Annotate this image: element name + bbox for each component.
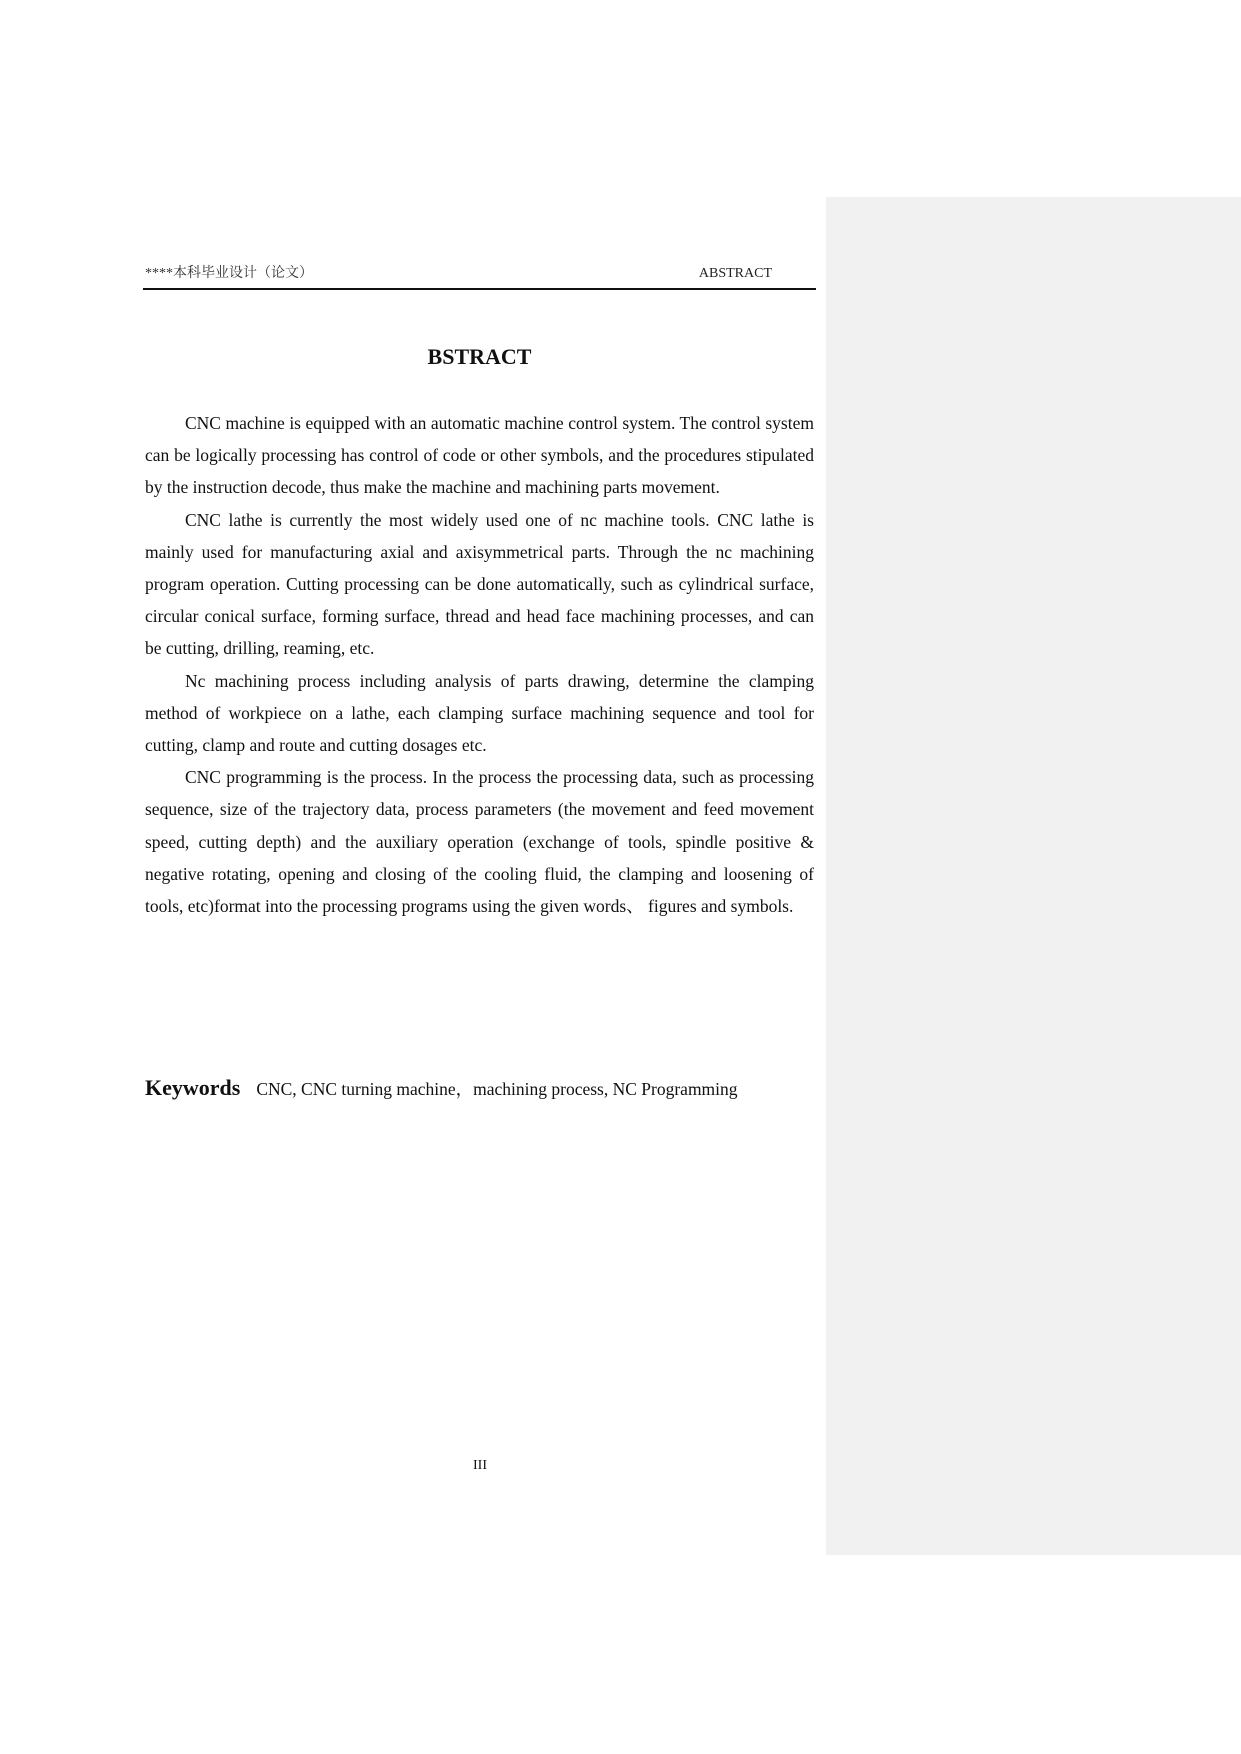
page-title: BSTRACT <box>427 344 532 369</box>
comment-pane <box>826 197 1241 1555</box>
header-section-label: ABSTRACT <box>698 266 772 281</box>
keywords-label: Keywords <box>145 1075 241 1100</box>
paragraph-1: CNC machine is equipped with an automatic machine control system. The control system can be logically processing has control of code or other symbols, and the procedures stipulated by the instruction decode, thus make the machine and machining parts movement. <box>145 413 814 498</box>
keywords-text: CNC, CNC turning machine，machining process, NC Programming <box>256 1079 738 1099</box>
page-header <box>143 264 816 290</box>
paragraph-4: CNC programming is the process. In the process the processing data, such as processing sequence, size of the trajectory data, process parameters (the movement and feed movement speed, cutting depth) and the auxiliary operation (exchange of tools, spindle positive & negative rotating, opening and closing of the cooling fluid, the clamping and loosening of tools, etc)format into the processing programs using the given words、 figures and symbols. <box>145 767 814 917</box>
paragraph-2: CNC lathe is currently the most widely used one of nc machine tools. CNC lathe is mainly used for manufacturing axial and axisymmetrical parts. Through the nc machining program operation. Cutting processing can be done automatically, such as cylindrical surface, circular conical surface, forming surface, thread and head face machining processes, and can be cutting, drilling, reaming, etc. <box>145 509 814 659</box>
abstract-body <box>145 407 814 922</box>
keywords-line <box>145 1072 845 1105</box>
paragraph-3: Nc machining process including analysis of parts drawing, determine the clamping method of workpiece on a lathe, each clamping surface machining sequence and tool for cutting, clamp and route and cutting dosages etc. <box>145 670 814 756</box>
header-thesis-label: ****本科毕业设计（论文） <box>145 266 313 281</box>
page-number: III <box>473 1458 487 1473</box>
